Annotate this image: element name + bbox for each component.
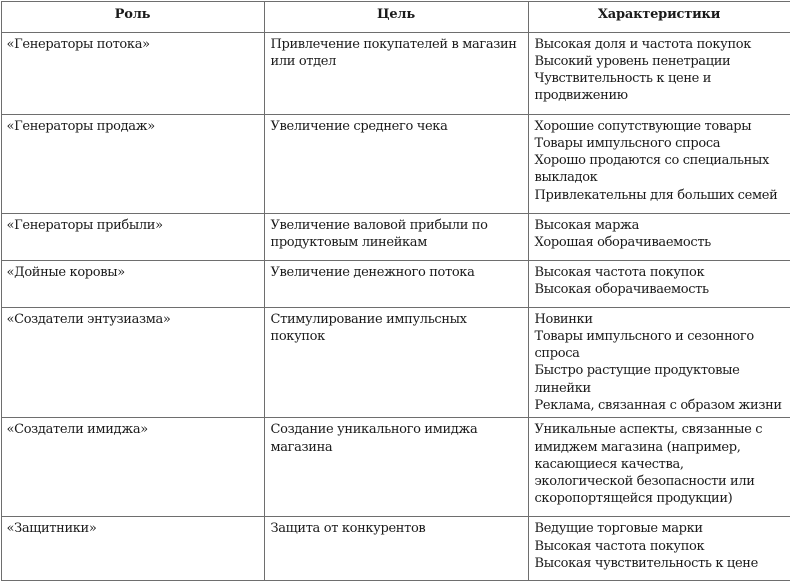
characteristic-item: Хорошие сопутствующие товары (535, 118, 786, 135)
header-goal: Цель (264, 1, 528, 32)
table-row (1, 307, 790, 418)
header-role: Роль (1, 1, 264, 32)
goal-cell: Увеличение валовой прибыли по продуктовым линейкам (264, 213, 528, 260)
characteristic-item: Ведущие торговые марки (535, 520, 786, 537)
goal-cell: Стимулирование импульсных покупок (264, 307, 528, 418)
goal-cell: Увеличение среднего чека (264, 114, 528, 213)
table-row (1, 213, 790, 260)
characteristic-item: Уникальные аспекты, связанные с имиджем магазина (например, касающиеся качества, экологической безопасности или скоропортящейся продукции) (535, 421, 786, 507)
characteristic-item: Хорошая оборачиваемость (535, 234, 786, 251)
table-row (1, 418, 790, 517)
characteristic-item: Чувствительность к цене и продвижению (535, 70, 786, 105)
goal-cell: Защита от конкурентов (264, 517, 528, 581)
table-row (1, 114, 790, 213)
characteristic-item: Высокая чувствительность к цене (535, 555, 786, 572)
role-cell: «Генераторы продаж» (1, 114, 264, 213)
characteristic-item: Высокая частота покупок (535, 538, 786, 555)
characteristic-item: Товары импульсного и сезонного спроса (535, 328, 786, 363)
characteristics-cell (528, 260, 790, 307)
goal-cell: Создание уникального имиджа магазина (264, 418, 528, 517)
characteristic-item: Товары импульсного спроса (535, 135, 786, 152)
category-roles-table (1, 1, 790, 581)
table-row (1, 32, 790, 114)
characteristic-item: Высокая доля и частота покупок (535, 36, 786, 53)
characteristic-item: Высокая маржа (535, 217, 786, 234)
role-cell: «Защитники» (1, 517, 264, 581)
role-cell: «Создатели энтузиазма» (1, 307, 264, 418)
role-cell: «Создатели имиджа» (1, 418, 264, 517)
characteristics-cell (528, 307, 790, 418)
header-characteristics: Характеристики (528, 1, 790, 32)
role-cell: «Генераторы потока» (1, 32, 264, 114)
characteristic-item: Быстро растущие продуктовые линейки (535, 362, 786, 397)
table-row (1, 517, 790, 581)
characteristic-item: Реклама, связанная с образом жизни (535, 397, 786, 414)
characteristics-cell (528, 32, 790, 114)
role-cell: «Генераторы прибыли» (1, 213, 264, 260)
characteristic-item: Высокая частота покупок (535, 264, 786, 281)
goal-cell: Привлечение покупателей в магазин или отдел (264, 32, 528, 114)
characteristic-item: Привлекательны для больших семей (535, 187, 786, 204)
characteristics-cell (528, 517, 790, 581)
characteristic-item: Новинки (535, 311, 786, 328)
role-cell: «Дойные коровы» (1, 260, 264, 307)
table-header-row (1, 1, 790, 32)
characteristics-cell (528, 213, 790, 260)
characteristic-item: Хорошо продаются со специальных выкладок (535, 152, 786, 187)
characteristics-cell (528, 114, 790, 213)
goal-cell: Увеличение денежного потока (264, 260, 528, 307)
characteristic-item: Высокая оборачиваемость (535, 281, 786, 298)
characteristics-cell (528, 418, 790, 517)
characteristic-item: Высокий уровень пенетрации (535, 53, 786, 70)
table-row (1, 260, 790, 307)
